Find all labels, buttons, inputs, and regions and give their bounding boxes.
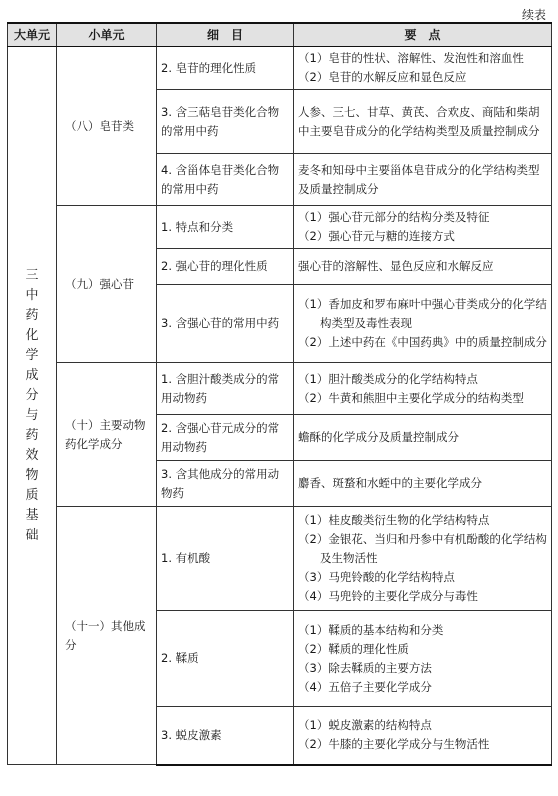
item-cell: 2. 皂苷的理化性质 [157,47,294,90]
point-text: （4）马兜铃的主要化学成分与毒性 [298,589,478,603]
point-text: （1）皂苷的性状、溶解性、发泡性和溶血性 [298,51,524,65]
table-row [8,507,552,611]
item-cell: 3. 含三萜皂苷类化合物的常用中药 [157,90,294,154]
item-cell: 1. 含胆汁酸类成分的常用动物药 [157,363,294,415]
header-row [8,23,552,47]
points-cell [294,611,552,707]
point-text: （2）牛黄和熊胆中主要化学成分的结构类型 [298,390,524,405]
continued-label: 续表 [521,8,546,22]
point-text: （1）桂皮酸类衍生物的化学结构特点 [298,513,490,527]
point-text: （2）上述中药在《中国药典》中的质量控制成分 [298,335,547,349]
item-cell: 1. 有机酸 [157,507,294,611]
point-text: （2）牛膝的主要化学成分与生物活性 [298,737,490,752]
points-cell [294,249,552,285]
table-row [8,363,552,415]
points-cell [294,206,552,249]
points-cell [294,461,552,507]
point-text: 麦冬和知母中主要甾体皂苷成分的化学结构类型及质量控制成分 [298,162,540,196]
major-unit-label: 三 中药化学成分与药效物质基础 [25,267,39,543]
point-text: （1）蜕皮激素的结构特点 [298,718,432,733]
item-cell: 2. 鞣质 [157,611,294,707]
points-cell [294,90,552,154]
point-text: （3）马兜铃酸的化学结构特点 [298,570,455,584]
points-cell [294,707,552,765]
point-text: 蟾酥的化学成分及质量控制成分 [298,430,459,444]
header-major-unit: 大单元 [8,23,57,47]
major-unit-cell [8,47,57,765]
header-sub-unit: 小单元 [57,23,157,47]
item-cell: 1. 特点和分类 [157,206,294,249]
point-text: （2）鞣质的理化性质 [298,641,409,656]
points-cell [294,47,552,90]
item-cell: 2. 强心苷的理化性质 [157,249,294,285]
item-cell: 3. 含强心苷的常用中药 [157,285,294,363]
point-text: （1）胆汁酸类成分的化学结构特点 [298,371,478,386]
item-cell: 2. 含强心苷元成分的常用动物药 [157,415,294,461]
points-cell [294,154,552,206]
sub-unit-cell: （十一）其他成分 [57,507,157,765]
points-cell [294,507,552,611]
point-text: （2）金银花、当归和丹参中有机酚酸的化学结构及生物活性 [298,532,547,565]
point-text: （3）除去鞣质的主要方法 [298,660,432,675]
point-text: 人参、三七、甘草、黄芪、合欢皮、商陆和柴胡中主要皂苷成分的化学结构类型及质量控制成分 [298,104,540,138]
points-cell [294,415,552,461]
header-item: 细 目 [157,23,294,47]
point-text: （4）五倍子主要化学成分 [298,679,432,694]
point-text: 强心苷的溶解性、显色反应和水解反应 [298,259,494,273]
syllabus-table [7,22,552,766]
point-text: （1）鞣质的基本结构和分类 [298,622,444,637]
sub-unit-cell: （十）主要动物药化学成分 [57,363,157,507]
point-text: （1）香加皮和罗布麻叶中强心苷类成分的化学结构类型及毒性表现 [298,297,547,330]
table-row [8,47,552,90]
header-points: 要 点 [294,23,552,47]
point-text: （2）皂苷的水解反应和显色反应 [298,70,467,84]
points-cell [294,285,552,363]
table-row [8,206,552,249]
points-cell [294,363,552,415]
item-cell: 3. 蜕皮激素 [157,707,294,765]
point-text: （2）强心苷元与糖的连接方式 [298,229,455,243]
item-cell: 4. 含甾体皂苷类化合物的常用中药 [157,154,294,206]
sub-unit-cell: （九）强心苷 [57,206,157,363]
sub-unit-cell: （八）皂苷类 [57,47,157,206]
point-text: （1）强心苷元部分的结构分类及特征 [298,210,490,224]
point-text: 麝香、斑蝥和水蛭中的主要化学成分 [298,476,482,490]
item-cell: 3. 含其他成分的常用动物药 [157,461,294,507]
